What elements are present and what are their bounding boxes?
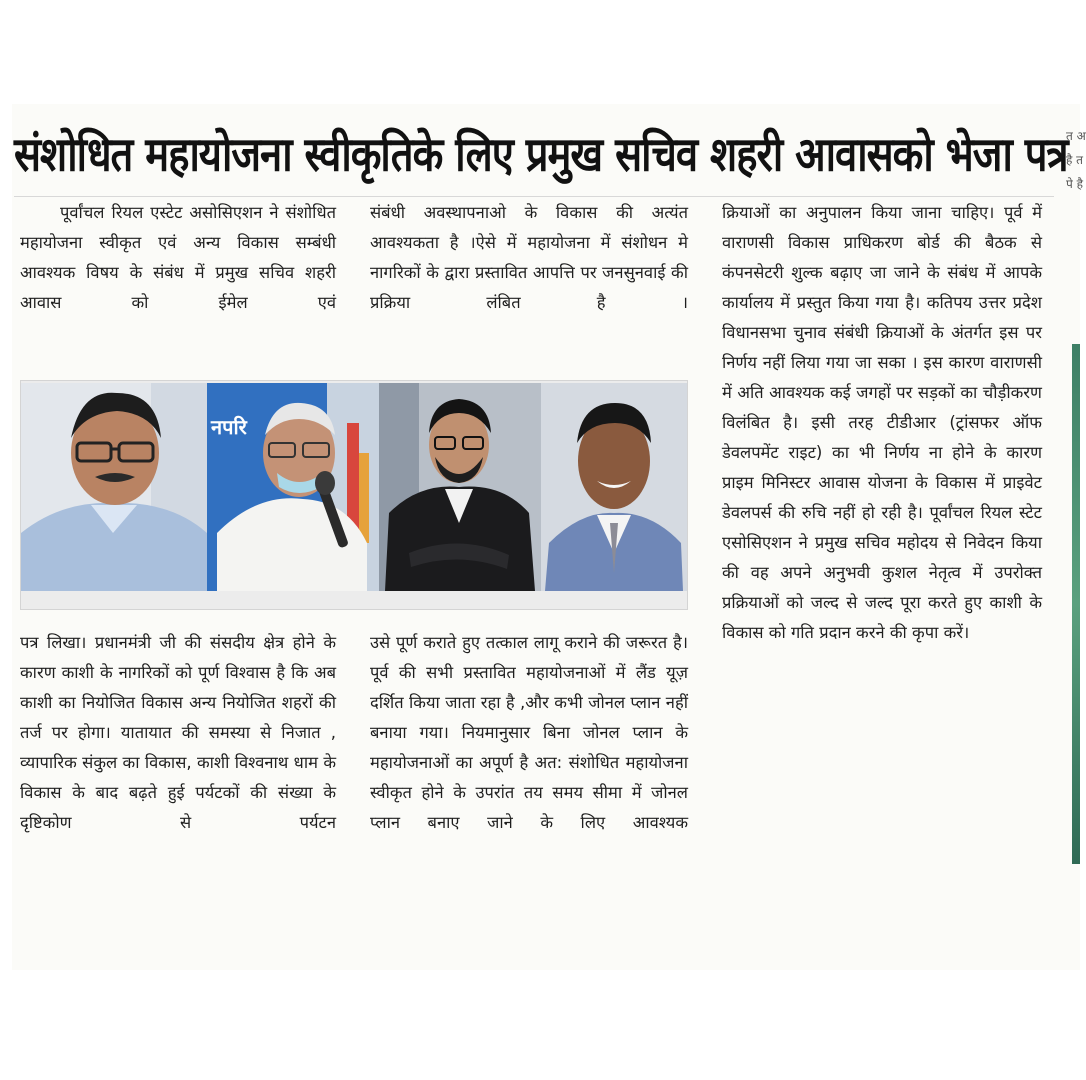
headline: संशोधित महायोजना स्वीकृतिके लिए प्रमुख सचिव शहरी आवासको भेजा पत्र [14,127,1068,183]
column-1-bottom-text: पत्र लिखा। प्रधानमंत्री जी की संसदीय क्षेत्र होने के कारण काशी के नागरिकों को पूर्ण विश्वास है कि अब काशी का नियोजित विकास अन्य नियोजित शहरों की तर्ज पर होगा। यातायात की समस्या से निजात , व्यापारिक संकुल का विकास, काशी विश्वनाथ धाम के विकास के बाद बढ़ते हुई पर्यटकों की संख्या के दृष्टिकोण से पर्यटन [20,633,336,832]
column-2-top-text: संबंधी अवस्थापनाओ के विकास की अत्यंत आवश्यकता है ।ऐसे में महायोजना में संशोधन मे नागरिकों के द्वारा प्रस्तावित आपत्ति पर जनसुनवाई की प्रक्रिया लंबित है । [370,203,688,312]
newspaper-clipping [0,104,1086,970]
adjacent-article-fragment: त अ है त पे है [1066,129,1086,191]
smiling-man-image [541,383,687,591]
portrait-photo-3 [379,383,541,591]
man-with-glasses-image [21,383,207,591]
photo-strip [20,380,688,610]
portrait-photo-4 [541,383,687,591]
banner-text: नपरि [211,415,247,439]
column-1-top-text: पूर्वांचल रियल एस्टेट असोसिएशन ने संशोधित महायोजना स्वीकृत एवं अन्य विकास सम्बंधी आवश्यक विषय के संबंध में प्रमुख सचिव शहरी आवास को ईमेल एवं [20,203,336,312]
headline-rule [14,196,1054,197]
page-edge [0,104,12,970]
portrait-photo-1 [21,383,207,591]
man-in-black-suit-image [379,383,541,591]
column-2-bottom-text: उसे पूर्ण कराते हुए तत्काल लागू कराने की जरूरत है। पूर्व की सभी प्रस्तावित महायोजनाओं में लैंड यूज़ दर्शित किया जाता रहा है ,और कभी जोनल प्लान नहीं बनाया गया। नियमानुसार बिना जोनल प्लान के महायोजनाओं का अपूर्ण है अत: संशोधित महायोजना स्वीकृत होने के उपरांत तय समय सीमा में जोनल प्लान बनाए जाने के लिए आवश्यक [370,633,688,832]
portrait-photo-2 [207,383,379,591]
column-3-text: क्रियाओं का अनुपालन किया जाना चाहिए। पूर्व में वाराणसी विकास प्राधिकरण बोर्ड की बैठक से कंपनसेटरी शुल्क बढ़ाए जा जाने के संबंध में आपके कार्यालय में प्रस्तुत किया गया है। कतिपय उत्तर प्रदेश विधानसभा चुनाव संबंधी क्रियाओं के अंतर्गत इस पर निर्णय नहीं लिया गया जा सका । इस कारण वाराणसी में अति आवश्यक कई जगहों पर सड़कों का चौड़ीकरण विलंबित है। इसी तरह टीडीआर (ट्रांसफर ऑफ डेवलपमेंट राइट) का भी निर्णय ना होने के कारण प्राइम मिनिस्टर आवास योजना के विकास में प्राइवेट डेवलपर्स की रुचि नहीं हो रही है। पूर्वांचल रियल स्टेट एसोसिएशन ने प्रमुख सचिव महोदय से निवेदन किया की वह अपने अनुभवी कुशल नेतृत्व में उपरोक्त प्रक्रियाओं को जल्द से जल्द पूरा करते हुए काशी के विकास को गति प्रदान करने की कृपा करें। [722,203,1042,642]
adjacent-photo-fragment [1072,344,1080,864]
